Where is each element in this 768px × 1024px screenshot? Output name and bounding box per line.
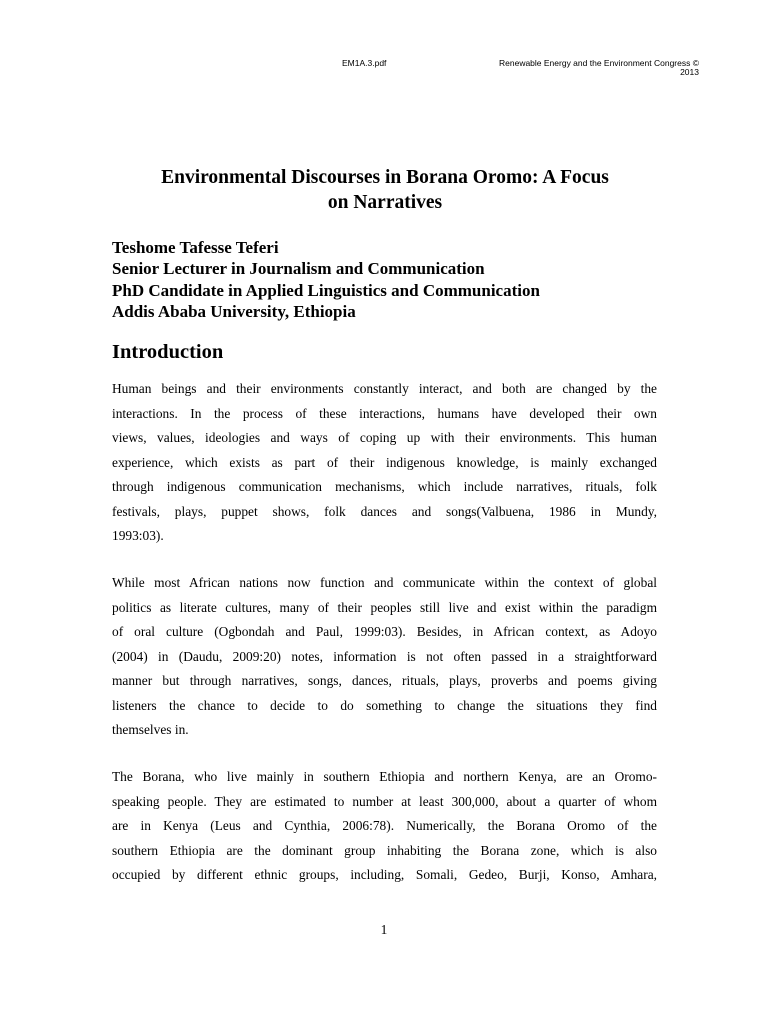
author-position: Senior Lecturer in Journalism and Communication	[112, 259, 485, 279]
paragraph-line: of oral culture (Ogbondah and Paul, 1999:03). Besides, in African context, as Adoyo	[112, 624, 657, 639]
paragraph-line: manner but through narratives, songs, dances, rituals, plays, proverbs and poems giving	[112, 673, 657, 688]
header-conference-line2: 2013	[680, 67, 699, 77]
section-heading: Introduction	[112, 341, 224, 363]
header-filename: EM1A.3.pdf	[342, 58, 387, 68]
author-block	[112, 237, 672, 322]
paragraph-line: listeners the chance to decide to do something to change the situations they find	[112, 697, 657, 713]
paragraph-line: southern Ethiopia are the dominant group inhabiting the Borana zone, which is also	[112, 842, 657, 858]
paragraph-line: (2004) in (Daudu, 2009:20) notes, information is not often passed in a straightforward	[112, 648, 657, 664]
author-candidacy: PhD Candidate in Applied Linguistics and Communication	[112, 280, 540, 300]
paragraph-line: politics as literate cultures, many of their peoples still live and exist within the paradigm	[112, 599, 657, 615]
paragraph-1	[112, 377, 657, 549]
paragraph-line: are in Kenya (Leus and Cynthia, 2006:78). Numerically, the Borana Oromo of the	[112, 818, 657, 833]
paragraph-line: Human beings and their environments constantly interact, and both are changed by the	[112, 381, 657, 396]
author-affiliation: Addis Ababa University, Ethiopia	[112, 301, 356, 321]
paragraph-line: The Borana, who live mainly in southern Ethiopia and northern Kenya, are an Oromo-	[112, 769, 657, 784]
page-number: 1	[380, 922, 388, 937]
paragraph-line: experience, which exists as part of their indigenous knowledge, is mainly exchanged	[112, 454, 657, 470]
paper-title	[92, 165, 678, 215]
paper-title-line2: on Narratives	[327, 192, 443, 213]
paragraph-line: themselves in.	[112, 722, 189, 737]
author-name: Teshome Tafesse Teferi	[112, 238, 279, 257]
paragraph-line: through indigenous communication mechanisms, which include narratives, rituals, folk	[112, 479, 657, 494]
paragraph-line: While most African nations now function and communicate within the context of global	[112, 575, 657, 590]
paragraph-3	[112, 765, 657, 888]
header-conference-line1: Renewable Energy and the Environment Congress ©	[499, 58, 699, 68]
header-conference	[499, 59, 699, 77]
paragraph-line: interactions. In the process of these interactions, humans have developed their own	[112, 405, 657, 421]
paragraph-line: festivals, plays, puppet shows, folk dances and songs(Valbuena, 1986 in Mundy,	[112, 503, 657, 519]
paragraph-line: speaking people. They are estimated to number at least 300,000, about a quarter of whom	[112, 793, 657, 809]
paragraph-line: 1993:03).	[112, 528, 164, 543]
paragraph-line: views, values, ideologies and ways of coping up with their environments. This human	[112, 430, 657, 445]
paper-title-line1: Environmental Discourses in Borana Oromo: A Focus	[161, 167, 609, 188]
paragraph-2	[112, 571, 657, 743]
paragraph-line: occupied by different ethnic groups, including, Somali, Gedeo, Burji, Konso, Amhara,	[112, 867, 657, 882]
